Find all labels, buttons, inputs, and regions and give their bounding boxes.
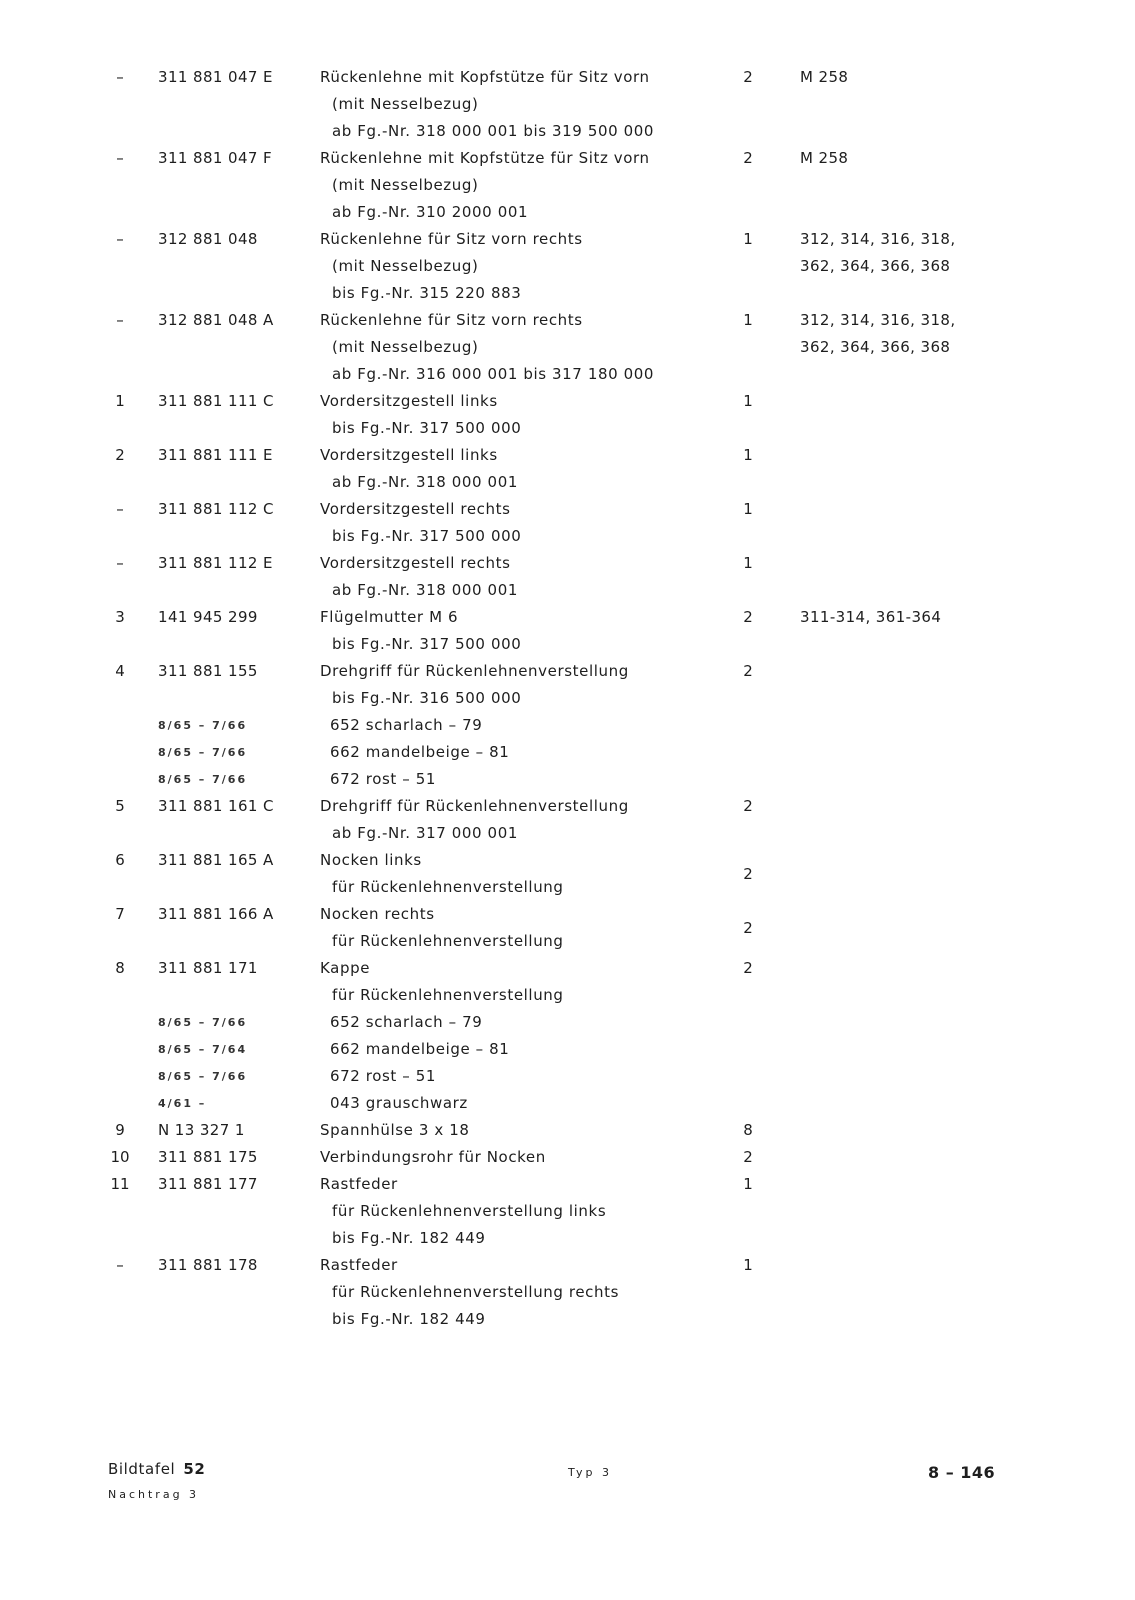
part-row: [0, 847, 1135, 901]
remark: [800, 604, 941, 631]
quantity: 1: [743, 311, 753, 329]
description-detail: für Rückenlehnenverstellung: [332, 986, 564, 1004]
plate-number: 52: [183, 1460, 206, 1478]
quantity: 2: [743, 68, 753, 86]
remark-line: 311-314, 361-364: [800, 608, 942, 626]
position-number: 11: [110, 1175, 130, 1193]
color-variant: 662 mandelbeige – 81: [330, 1040, 510, 1058]
part-number: 311 881 178: [158, 1256, 258, 1274]
description-detail: (mit Nesselbezug): [332, 95, 479, 113]
footer-plate: [108, 1460, 205, 1501]
part-number: 311 881 155: [158, 662, 258, 680]
variant-dates: [158, 955, 247, 1117]
position-number: –: [116, 68, 124, 86]
description-line: Spannhülse 3 x 18: [320, 1121, 470, 1139]
description-line: Rückenlehne für Sitz vorn rechts: [320, 311, 583, 329]
description-detail: ab Fg.-Nr. 318 000 001: [332, 473, 518, 491]
variant-date: 8/65 – 7/66: [158, 1070, 248, 1083]
quantity: 2: [743, 959, 753, 977]
description-detail: bis Fg.-Nr. 317 500 000: [332, 635, 522, 653]
part-row: [0, 388, 1135, 442]
position-number: 6: [115, 851, 125, 869]
position-number: 1: [115, 392, 125, 410]
quantity: 2: [743, 662, 753, 680]
position-number: 9: [115, 1121, 125, 1139]
part-description: [320, 1144, 546, 1171]
remark-line: 312, 314, 316, 318,: [800, 311, 956, 329]
remark: [800, 226, 956, 280]
part-description: [320, 1252, 619, 1333]
plate-title: [108, 1460, 205, 1478]
description-detail: bis Fg.-Nr. 316 500 000: [332, 689, 522, 707]
part-description: [320, 388, 521, 442]
description-line: Drehgriff für Rückenlehnenverstellung: [320, 662, 629, 680]
part-description: [320, 658, 629, 793]
type-label: Typ 3: [568, 1466, 612, 1479]
part-description: [320, 901, 564, 955]
part-row: [0, 550, 1135, 604]
position-number: 7: [115, 905, 125, 923]
part-row: [0, 901, 1135, 955]
description-detail: ab Fg.-Nr. 318 000 001 bis 319 500 000: [332, 122, 655, 140]
position-number: 5: [115, 797, 125, 815]
part-number: 311 881 112 E: [158, 554, 273, 572]
position-number: 8: [115, 959, 125, 977]
part-number: 311 881 171: [158, 959, 258, 977]
part-description: [320, 604, 521, 658]
part-number: 311 881 166 A: [158, 905, 274, 923]
description-line: Rückenlehne mit Kopfstütze für Sitz vorn: [320, 68, 650, 86]
part-description: [320, 226, 583, 307]
description-line: Drehgriff für Rückenlehnenverstellung: [320, 797, 629, 815]
part-number: 312 881 048 A: [158, 311, 274, 329]
part-number: 311 881 165 A: [158, 851, 274, 869]
part-number: 141 945 299: [158, 608, 258, 626]
description-line: Flügelmutter M 6: [320, 608, 459, 626]
part-row: [0, 1171, 1135, 1252]
part-description: [320, 1171, 606, 1252]
part-number: 312 881 048: [158, 230, 258, 248]
description-detail: bis Fg.-Nr. 317 500 000: [332, 419, 522, 437]
description-detail: ab Fg.-Nr. 317 000 001: [332, 824, 518, 842]
color-variant: 662 mandelbeige – 81: [330, 743, 510, 761]
description-line: Rastfeder: [320, 1256, 398, 1274]
quantity: 1: [743, 1175, 753, 1193]
description-detail: ab Fg.-Nr. 318 000 001: [332, 581, 518, 599]
quantity: 2: [743, 797, 753, 815]
part-number: 311 881 112 C: [158, 500, 274, 518]
position-number: –: [116, 311, 124, 329]
part-number: N 13 327 1: [158, 1121, 245, 1139]
description-detail: für Rückenlehnenverstellung: [332, 932, 564, 950]
quantity: 2: [743, 1148, 753, 1166]
part-description: [320, 442, 518, 496]
quantity: 1: [743, 554, 753, 572]
part-row: [0, 496, 1135, 550]
part-row: [0, 793, 1135, 847]
description-detail: bis Fg.-Nr. 317 500 000: [332, 527, 522, 545]
quantity: 1: [743, 230, 753, 248]
part-description: [320, 550, 518, 604]
plate-label: Bildtafel: [108, 1460, 176, 1478]
part-row: [0, 1117, 1135, 1144]
color-variant: 043 grauschwarz: [330, 1094, 468, 1112]
description-detail: (mit Nesselbezug): [332, 338, 479, 356]
position-number: –: [116, 149, 124, 167]
part-row: [0, 226, 1135, 307]
part-number: 311 881 111 E: [158, 446, 273, 464]
part-number: 311 881 177: [158, 1175, 258, 1193]
quantity: 1: [743, 1256, 753, 1274]
description-detail: für Rückenlehnenverstellung rechts: [332, 1283, 620, 1301]
parts-list: [0, 64, 1135, 1333]
part-row: [0, 307, 1135, 388]
quantity: 2: [743, 608, 753, 626]
remark: [800, 64, 848, 91]
part-row: [0, 604, 1135, 658]
description-detail: ab Fg.-Nr. 310 2000 001: [332, 203, 529, 221]
part-description: [320, 793, 629, 847]
position-number: 3: [115, 608, 125, 626]
description-line: Vordersitzgestell links: [320, 392, 498, 410]
description-line: Rastfeder: [320, 1175, 398, 1193]
part-row: [0, 64, 1135, 145]
description-line: Vordersitzgestell rechts: [320, 554, 511, 572]
remark: [800, 145, 848, 172]
part-number: 311 881 175: [158, 1148, 258, 1166]
variant-date: 8/65 – 7/66: [158, 773, 248, 786]
description-detail: bis Fg.-Nr. 315 220 883: [332, 284, 522, 302]
quantity: 1: [743, 392, 753, 410]
remark-line: 362, 364, 366, 368: [800, 257, 951, 275]
description-line: Vordersitzgestell links: [320, 446, 498, 464]
position-number: –: [116, 554, 124, 572]
description-detail: (mit Nesselbezug): [332, 257, 479, 275]
part-description: [320, 145, 650, 226]
page-number: 8 – 146: [928, 1463, 996, 1482]
part-number: 311 881 111 C: [158, 392, 274, 410]
part-description: [320, 955, 564, 1117]
part-row: [0, 442, 1135, 496]
part-number: 311 881 047 E: [158, 68, 273, 86]
part-description: [320, 847, 564, 901]
part-description: [320, 64, 654, 145]
position-number: –: [116, 230, 124, 248]
part-description: [320, 1117, 470, 1144]
description-line: Vordersitzgestell rechts: [320, 500, 511, 518]
position-number: –: [116, 500, 124, 518]
description-line: Rückenlehne mit Kopfstütze für Sitz vorn: [320, 149, 650, 167]
part-row: [0, 145, 1135, 226]
variant-date: 8/65 – 7/66: [158, 719, 248, 732]
remark-line: 312, 314, 316, 318,: [800, 230, 956, 248]
quantity: 2: [743, 149, 753, 167]
color-variant: 672 rost – 51: [330, 1067, 437, 1085]
remark-line: 362, 364, 366, 368: [800, 338, 951, 356]
remark-line: M 258: [800, 68, 849, 86]
position-number: 10: [110, 1148, 130, 1166]
part-row: [0, 1252, 1135, 1333]
description-line: Kappe: [320, 959, 371, 977]
color-variant: 672 rost – 51: [330, 770, 437, 788]
part-row: [0, 955, 1135, 1117]
description-detail: für Rückenlehnenverstellung: [332, 878, 564, 896]
part-number: 311 881 047 F: [158, 149, 273, 167]
variant-date: 4/61 –: [158, 1097, 207, 1110]
description-detail: bis Fg.-Nr. 182 449: [332, 1229, 486, 1247]
quantity: 2: [743, 865, 753, 883]
color-variant: 652 scharlach – 79: [330, 716, 483, 734]
variant-dates: [158, 658, 247, 793]
color-variant: 652 scharlach – 79: [330, 1013, 483, 1031]
variant-date: 8/65 – 7/64: [158, 1043, 248, 1056]
description-line: Verbindungsrohr für Nocken: [320, 1148, 546, 1166]
description-detail: bis Fg.-Nr. 182 449: [332, 1310, 486, 1328]
description-detail: für Rückenlehnenverstellung links: [332, 1202, 607, 1220]
variant-date: 8/65 – 7/66: [158, 746, 248, 759]
quantity: 1: [743, 500, 753, 518]
position-number: 4: [115, 662, 125, 680]
description-line: Nocken links: [320, 851, 422, 869]
variant-date: 8/65 – 7/66: [158, 1016, 248, 1029]
quantity: 8: [743, 1121, 753, 1139]
description-detail: (mit Nesselbezug): [332, 176, 479, 194]
quantity: 2: [743, 919, 753, 937]
supplement-label: Nachtrag 3: [108, 1488, 200, 1501]
part-description: [320, 307, 654, 388]
position-number: –: [116, 1256, 124, 1274]
remark-line: M 258: [800, 149, 849, 167]
quantity: 1: [743, 446, 753, 464]
description-line: Rückenlehne für Sitz vorn rechts: [320, 230, 583, 248]
part-row: [0, 1144, 1135, 1171]
remark: [800, 307, 956, 361]
description-detail: ab Fg.-Nr. 316 000 001 bis 317 180 000: [332, 365, 655, 383]
part-description: [320, 496, 521, 550]
part-row: [0, 658, 1135, 793]
part-number: 311 881 161 C: [158, 797, 274, 815]
description-line: Nocken rechts: [320, 905, 435, 923]
position-number: 2: [115, 446, 125, 464]
